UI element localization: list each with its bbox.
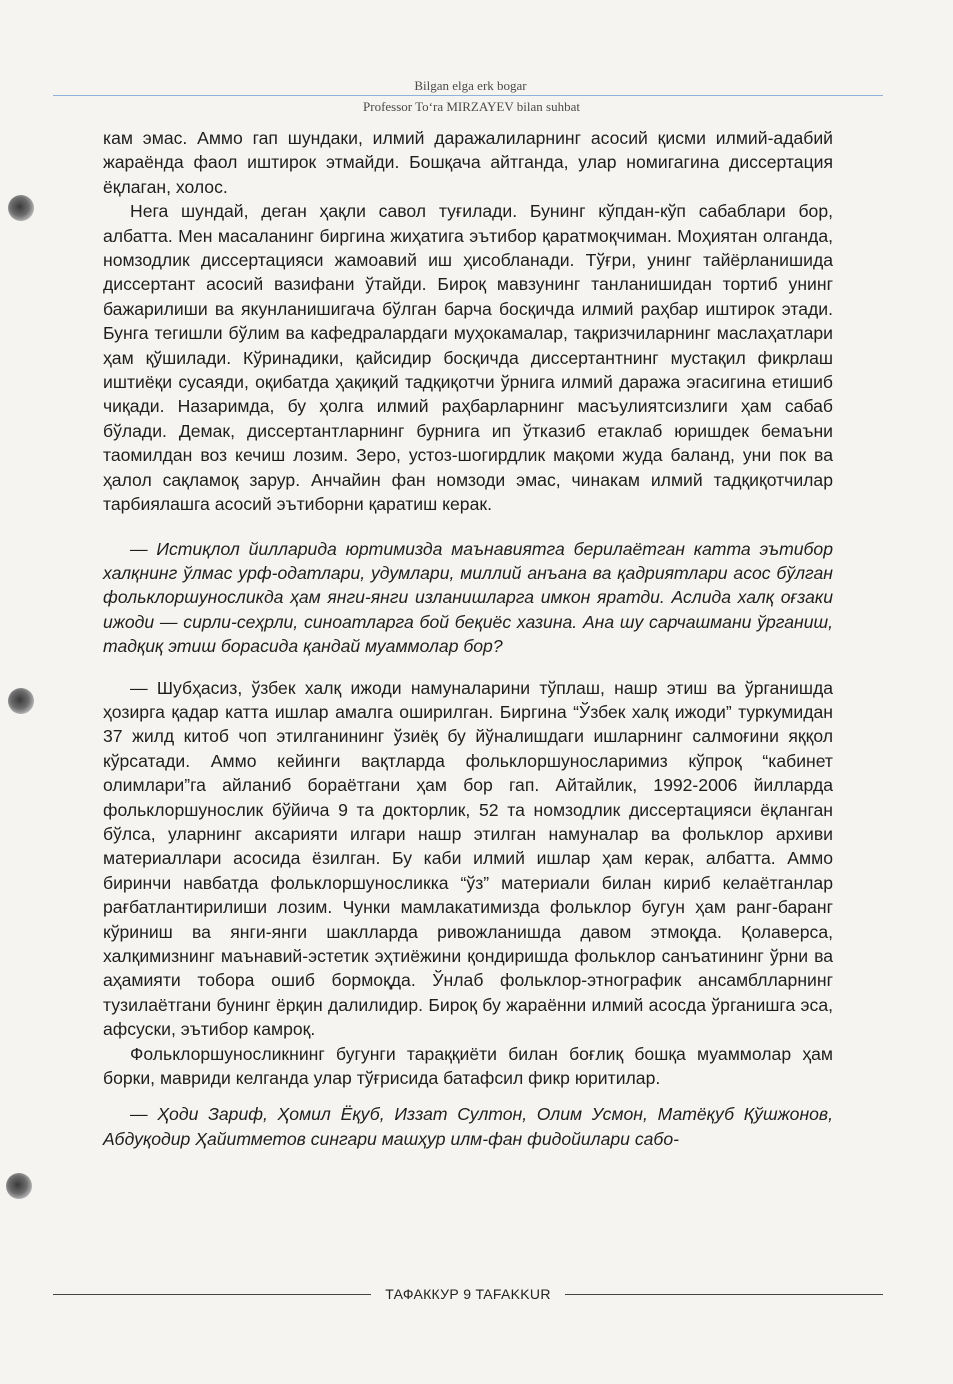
interview-answer: — Шубҳасиз, ўзбек халқ ижоди намуналарини тўплаш, нашр этиш ва ўрганишда ҳозирга қадар катта ишлар амалга оширилган. Биргина “Ўзбек халқ ижоди” туркумидан 37 жилд китоб чоп этилганининг ўзиёқ бу йўналишдаги ишларнинг салмоғини яққол кўрсатади. Аммо кейинги вақтларда фольклоршуносларимиз кўпроқ “кабинет олимлари”га айланиб бораётгани ҳам бор гап. Айтайлик, 1992-2006 йилларда фольклоршунослик бўйича 9 та докторлик, 52 та номзодлик диссертацияси ёқланган бўлса, уларнинг аксарияти илгари нашр этилган намуналар ва фольклор архиви материаллари асосида ёзилган. Бу каби илмий ишлар ҳам керак, албатта. Аммо биринчи навбатда фольклоршуносликка “ўз” материали билан кириб келаётганлар рағбатлантирилиши лозим. Чунки мамлакатимизда фольклор бугун ҳам ранг-баранг кўриниш ва янги-янги шаклларда ривожланишда давом этмоқда. Қолаверса, халқимизнинг маънавий-эстетик эҳтиёжини қондиришда фольклор санъатининг ўрни ва аҳамияти тобора ошиб бормоқда. Ўнлаб фольклор-этнографик ансамблларнинг тузилаётгани бунинг ёрқин далилидир. Бироқ бу жараённи илмий асосда ўрганишга эса, афсуски, эътибор камроқ.	[103, 677, 833, 1040]
running-head-title: Bilgan elga erk bogar	[414, 78, 527, 93]
article-body	[103, 126, 833, 1151]
page-footer	[53, 1282, 883, 1306]
interview-question: — Ҳоди Зариф, Ҳомил Ёқуб, Иззат Султон, Олим Усмон, Матёқуб Қўшжонов, Абдуқодир Ҳайитметов сингари машҳур илм-фан фидойилари сабо-	[103, 1104, 833, 1149]
footer-rule-left	[53, 1294, 371, 1295]
paragraph: Нега шундай, деган ҳақли савол туғилади. Бунинг кўпдан-кўп сабаблари бор, албатта. Мен масаланинг биргина жиҳатига эътибор қаратмоқчиман. Моҳиятан олганда, номзодлик диссертацияси жамоавий иш ҳисобланади. Тўғри, унинг тайёрланишида диссертант асосий вазифани ўтайди. Бироқ мавзунинг танланишидан тортиб унинг бажарилиши ва якунланишигача бўлган барча босқичда илмий раҳбар иштирок этади. Бунга тегишли бўлим ва кафедралардаги муҳокамалар, тақризчиларнинг маслаҳатлари ҳам қўшилади. Кўринадики, қайсидир босқичда диссертантнинг мустақил фикрлаш иштиёқи сусаяди, оқибатда ҳақиқий тадқиқотчи ўрнига илмий даража эгасигина етишиб чиқади. Назаримда, бу ҳолга илмий раҳбарларнинг масъулиятсизлиги ҳам сабаб бўлади. Демак, диссертантларнинг бурнига ип ўтказиб етаклаб юришдек бемаъни таомилдан воз кечиш лозим. Зеро, устоз-шогирдлик мақоми жуда баланд, уни пок ва ҳалол сақламоқ зарур. Анчайин фан номзоди эмас, чинакам илмий тадқиқотчилар тарбиялашга асосий эътиборни қаратиш керак.	[103, 201, 833, 515]
paragraph: кам эмас. Аммо гап шундаки, илмий даражалиларнинг асосий қисми илмий-адабий жараёнда фаол иштирок этмайди. Бошқача айтганда, улар номигагина диссертация ёқлаган, холос.	[103, 128, 833, 197]
interview-question: — Истиқлол йилларида юртимизда маънавиятга берилаётган катта эътибор халқнинг ўлмас урф-одатлари, удумлари, миллий анъана ва қадриятлари асос бўлган фольклоршуносликда ҳам янги-янги изланишларга имкон яратди. Аслида халқ оғзаки ижоди — сирли-сеҳрли, синоатларга бой беқиёс хазина. Ана шу сарчашмани ўрганиш, тадқиқ этиш борасида қандай муаммолар бор?	[103, 538, 833, 657]
header-rule	[53, 95, 883, 96]
punch-hole-top	[8, 195, 34, 221]
punch-hole-bottom	[6, 1173, 32, 1199]
running-head-subtitle: Professor To‘ra MIRZAYEV bilan suhbat	[363, 99, 580, 114]
punch-hole-middle	[8, 688, 34, 714]
footer-label: ТАФАККУР 9 TAFAKKUR	[385, 1286, 551, 1302]
footer-rule-right	[565, 1294, 883, 1295]
paragraph: Фольклоршуносликнинг бугунги тараққиёти билан боғлиқ бошқа муаммолар ҳам борки, мавриди келганда улар тўғрисида батафсил фикр юритилар.	[103, 1043, 833, 1089]
running-head	[0, 78, 953, 115]
